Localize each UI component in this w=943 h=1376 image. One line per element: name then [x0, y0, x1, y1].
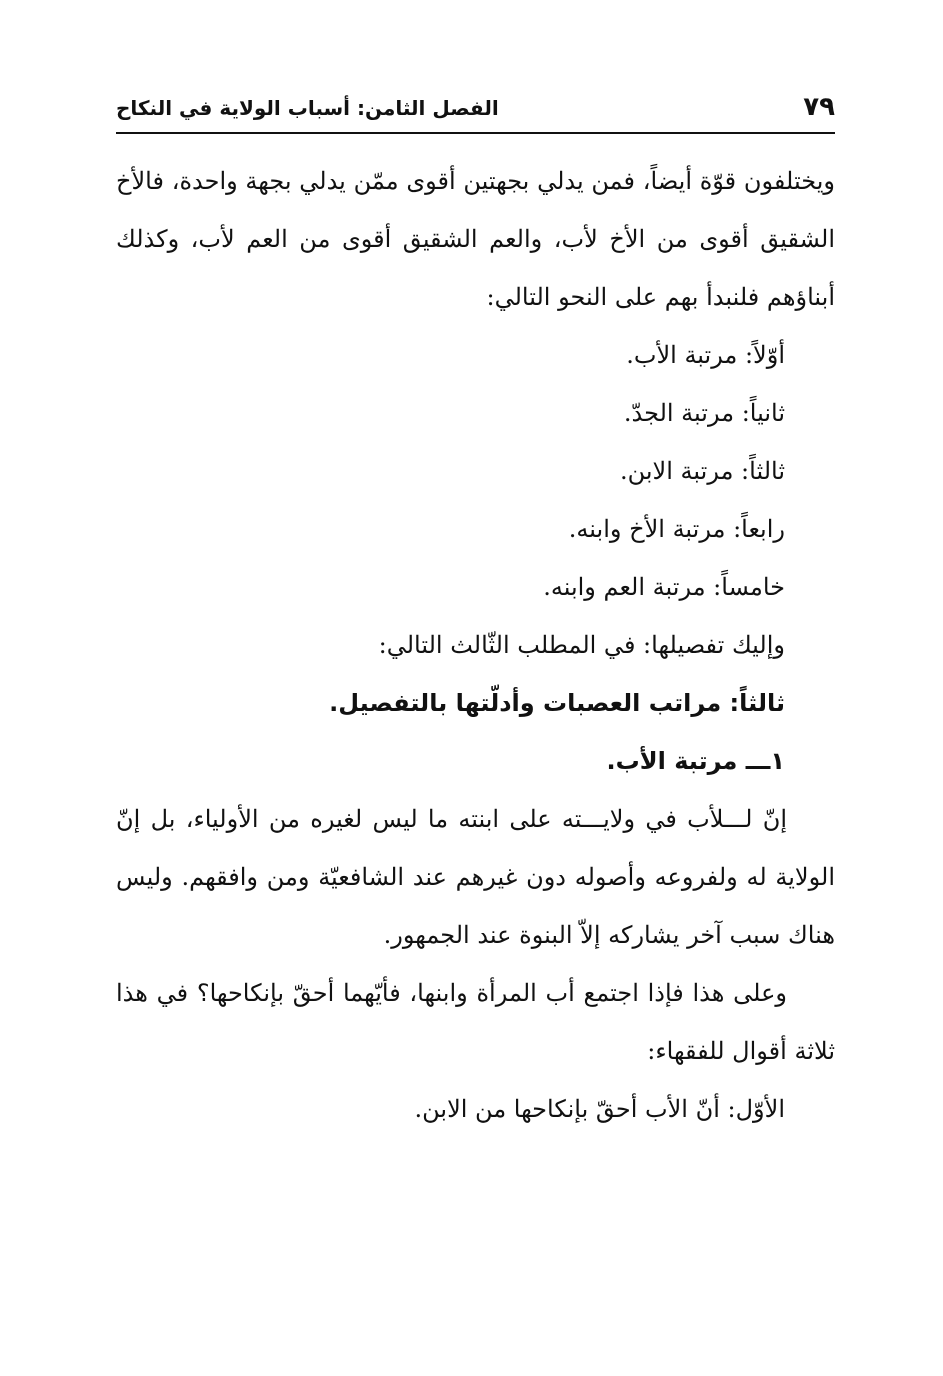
- subsection-heading: ١ـــ مرتبة الأب.: [606, 747, 785, 775]
- first-opinion: الأوّل: أنّ الأب أحقّ بإنكاحها من الابن.: [414, 1095, 785, 1123]
- paragraph-father-guardianship: إنّ لـــلأب في ولايـــته على ابنته ما ليس لغيره من الأولياء، بل إنّ الولاية له ولفروعه وأصوله دون غيرهم عند الشافعيّة ومن وافقهم. وليس هناك سبب آخر يشاركه إلاّ البنوة عند الجمهور.: [116, 805, 835, 949]
- list-item: رابعاً: مرتبة الأخ وابنه.: [568, 515, 785, 543]
- page-number: ٧٩: [803, 92, 835, 122]
- list-item: ثالثاً: مرتبة الابن.: [619, 457, 785, 485]
- header-rule: [116, 132, 835, 134]
- intro-paragraph: ويختلفون قوّة أيضاً، فمن يدلي بجهتين أقوى ممّن يدلي بجهة واحدة، فالأخ الشقيق أقوى من الأخ لأب، والعم الشقيق أقوى من العم لأب، وكذلك أبناؤهم فلنبدأ بهم على النحو التالي:: [116, 167, 835, 311]
- running-title: الفصل الثامن: أسباب الولاية في النكاح: [116, 96, 499, 120]
- section-heading: ثالثاً: مراتب العصبات وأدلّتها بالتفصيل.: [329, 689, 785, 717]
- list-item: أوّلاً: مرتبة الأب.: [626, 341, 785, 369]
- transition-line: وإليك تفصيلها: في المطلب الثّالث التالي:: [378, 631, 785, 659]
- page-header: [116, 92, 835, 132]
- paragraph-father-and-son: وعلى هذا فإذا اجتمع أب المرأة وابنها، فأيّهما أحقّ بإنكاحها؟ في هذا ثلاثة أقوال للفقهاء:: [116, 979, 835, 1065]
- list-item: خامساً: مرتبة العم وابنه.: [543, 573, 785, 601]
- page-body: [116, 152, 835, 1138]
- list-item: ثانياً: مرتبة الجدّ.: [623, 399, 785, 427]
